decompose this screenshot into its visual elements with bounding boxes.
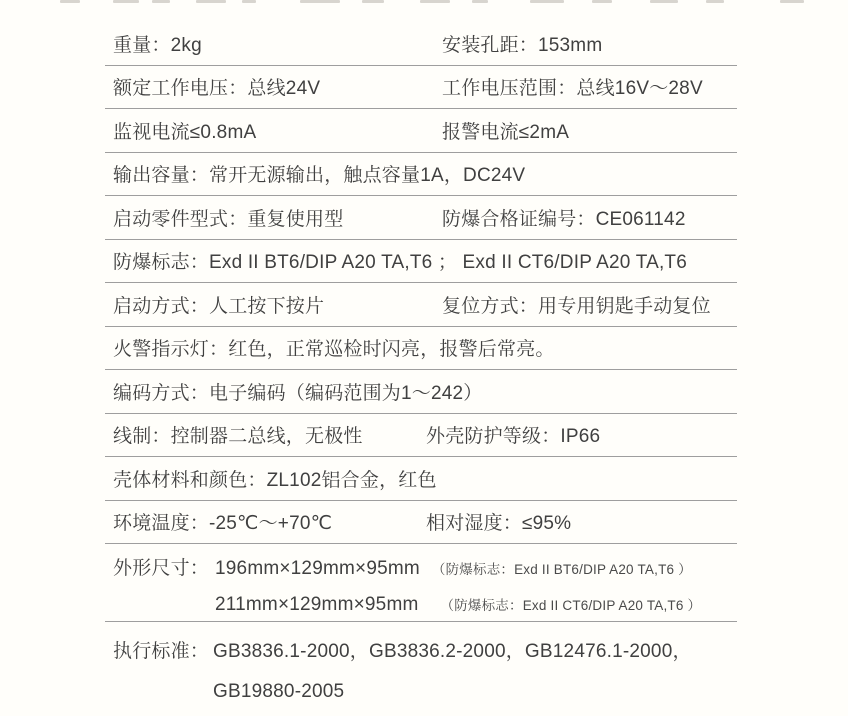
row-weight — [105, 0, 737, 66]
standards-line: GB19880-2005 — [213, 681, 345, 702]
spec-cell: 额定工作电压：总线24V — [113, 78, 321, 100]
row-current — [105, 109, 737, 153]
row-coding — [105, 370, 737, 414]
row-dimensions — [105, 544, 737, 622]
spec-cell: 环境温度：-25℃～+70℃ — [113, 513, 333, 535]
spec-cell: 输出容量：常开无源输出，触点容量1A，DC24V — [113, 165, 526, 187]
row-starter-type — [105, 196, 737, 240]
dimension-value: 211mm×129mm×95mm — [215, 594, 419, 615]
dimension-note: （防爆标志：Exd II BT6/DIP A20 TA,T6 ） — [431, 562, 692, 577]
spec-cell: 复位方式：用专用钥匙手动复位 — [442, 295, 711, 317]
standards-label: 执行标准： — [113, 641, 210, 662]
spec-cell: 防爆合格证编号：CE061142 — [442, 208, 686, 230]
row-ex-mark — [105, 240, 737, 284]
standards-values — [213, 632, 692, 712]
row-output-capacity — [105, 153, 737, 197]
spec-cell: 重量：2kg — [113, 34, 202, 56]
dimension-line — [215, 551, 701, 587]
dimension-line — [215, 587, 701, 623]
spec-cell: 监视电流≤0.8mA — [113, 121, 257, 143]
spec-cell: 外壳防护等级：IP66 — [426, 426, 601, 448]
spec-cell: 编码方式：电子编码（编码范围为1～242） — [113, 382, 483, 404]
row-standards — [105, 622, 737, 716]
standards-line: GB3836.1-2000，GB3836.2-2000，GB12476.1-2000， — [213, 641, 692, 662]
spec-cell: 线制：控制器二总线，无极性 — [113, 426, 363, 448]
spec-cell: 相对湿度：≤95% — [426, 513, 572, 535]
spec-cell: 防爆标志：Exd II BT6/DIP A20 TA,T6 ； Exd II CT6/DIP A20 TA,T6 — [113, 252, 688, 274]
dimension-value: 196mm×129mm×95mm — [215, 558, 420, 579]
dimension-note: （防爆标志：Exd II CT6/DIP A20 TA,T6 ） — [440, 598, 702, 613]
spec-cell: 安装孔距：153mm — [442, 34, 603, 56]
row-environment — [105, 501, 737, 545]
spec-cell: 启动零件型式：重复使用型 — [113, 208, 344, 230]
spec-cell: 工作电压范围：总线16V～28V — [442, 78, 703, 100]
row-fire-indicator — [105, 327, 737, 371]
row-start-mode — [105, 283, 737, 327]
dimensions-values — [215, 551, 701, 623]
row-wiring — [105, 414, 737, 458]
spec-cell: 启动方式：人工按下按片 — [113, 295, 325, 317]
spec-table — [105, 0, 737, 716]
spec-cell: 壳体材料和颜色：ZL102铝合金，红色 — [113, 469, 437, 491]
row-housing — [105, 457, 737, 501]
spec-cell: 火警指示灯：红色，正常巡检时闪亮，报警后常亮。 — [113, 339, 555, 361]
row-rated-voltage — [105, 66, 737, 110]
spec-cell: 报警电流≤2mA — [442, 121, 570, 143]
dimensions-label: 外形尺寸： — [113, 558, 210, 579]
